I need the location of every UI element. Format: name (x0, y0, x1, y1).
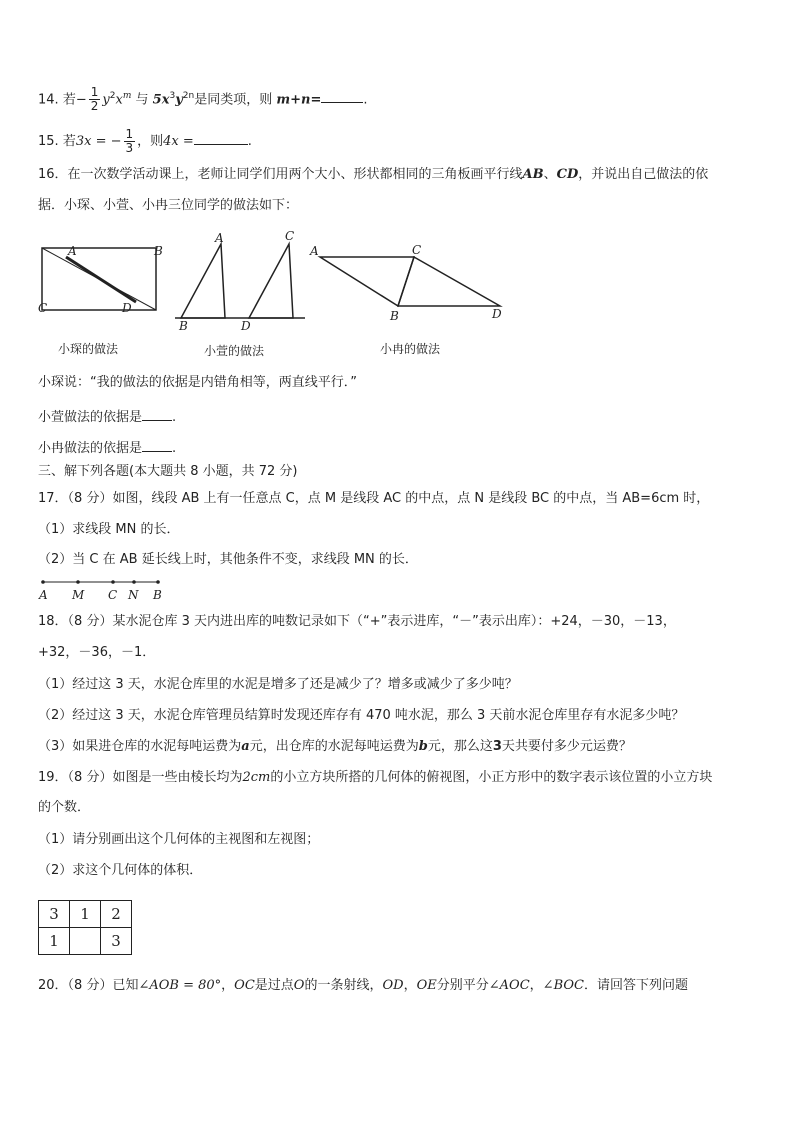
triangle-2 (249, 244, 293, 318)
caption-xuan: 小萱的做法 (204, 344, 265, 358)
segment-figure (38, 576, 168, 606)
label-c: C (285, 229, 295, 243)
grid-cell: 1 (70, 901, 101, 928)
answer-blank[interactable] (142, 406, 172, 421)
question-17-part2: （2）当 C 在 AB 延长线上时，其他条件不变，求线段 MN 的长． (38, 552, 418, 567)
question-16-ran: 小冉做法的依据是 . (38, 437, 176, 459)
grid-cell: 2 (101, 901, 132, 928)
top-view-grid (38, 900, 132, 955)
label-d: D (122, 301, 132, 315)
grid-cell-empty (70, 928, 101, 955)
point-n: N (128, 588, 139, 602)
question-number: 14. (38, 92, 59, 108)
answer-blank[interactable] (142, 437, 172, 452)
question-19-part1: （1）请分别画出这个几何体的主视图和左视图； (38, 832, 320, 847)
label-c: C (412, 243, 422, 257)
grid-cell: 1 (39, 928, 70, 955)
question-16-xuan: 小萱做法的依据是 . (38, 406, 176, 428)
point-a: A (39, 588, 48, 602)
point-c: C (108, 588, 118, 602)
question-18-part2: （2）经过这 3 天，水泥仓库管理员结算时发现还库存有 470 吨水泥，那么 3 天前水泥仓库里存有水泥多少吨？ (38, 708, 685, 723)
question-17-part1: （1）求线段 MN 的长． (38, 522, 180, 537)
point-m: M (72, 588, 85, 602)
question-16-line2: 据．小琛、小萱、小冉三位同学的做法如下： (38, 198, 299, 213)
question-17: 17．（8 分）如图，线段 AB 上有一任意点 C，点 M 是线段 AC 的中点，点 N 是线段 BC 的中点，当 AB=6cm 时， (38, 491, 710, 506)
question-16-line1: 16．在一次数学活动课上，老师让同学们用两个大小、形状都相同的三角板画平行线AB、CD，并说出自己做法的依 (38, 167, 709, 182)
drawn-line (66, 257, 136, 302)
grid-cell: 3 (39, 901, 70, 928)
question-18-part1: （1）经过这 3 天，水泥仓库里的水泥是增多了还是减少了？增多或减少了多少吨？ (38, 677, 518, 692)
question-20: 20．（8 分）已知∠AOB = 80°，OC是过点O的一条射线，OD，OE分别平分∠AOC，∠BOC．请回答下列问题 (38, 978, 688, 993)
question-19-part2: （2）求这个几何体的体积． (38, 863, 203, 878)
label-a: A (310, 244, 319, 258)
question-number: 15. (38, 134, 59, 149)
label-b: B (154, 244, 163, 258)
question-18-part3: （3）如果进仓库的水泥每吨运费为a元，出仓库的水泥每吨运费为b元，那么这3天共要付多少元运费？ (38, 739, 632, 754)
caption-chen: 小琛的做法 (58, 342, 119, 356)
label-d: D (492, 307, 502, 321)
question-18: 18．（8 分）某水泥仓库 3 天内进出库的吨数记录如下（“+”表示进库，“－”表示出库）：+24，－30，－13， (38, 614, 676, 629)
question-18-data: +32，－36，－1． (38, 645, 156, 660)
label-a: A (68, 244, 77, 258)
triangle-2 (398, 257, 500, 306)
label-d: D (241, 319, 251, 333)
statement-chen: 小琛说：“我的做法的依据是内错角相等，两直线平行．” (38, 375, 357, 390)
fraction: $\frac{1}{2}$ (90, 85, 99, 114)
label-b: B (390, 309, 399, 323)
question-14: 14. 若− $\frac{1}{2}$ $y^2x^m$ 与 $5x^3y^{2n}$是同类项，则 m+n= . (38, 85, 368, 114)
triangle-1 (181, 244, 225, 318)
label-a: A (215, 231, 224, 245)
figure-ran (310, 240, 510, 330)
figure-chen (38, 240, 168, 320)
label-b: B (179, 319, 188, 333)
question-19-line2: 的个数． (38, 800, 91, 815)
grid-cell: 3 (101, 928, 132, 955)
caption-ran: 小冉的做法 (380, 342, 441, 356)
question-15: 15. 若3x = − $\frac{1}{3}$ ，则4x = . (38, 127, 252, 155)
fraction: $\frac{1}{3}$ (125, 127, 134, 155)
label-c: C (38, 301, 48, 315)
answer-blank[interactable] (194, 130, 248, 145)
point-b: B (153, 588, 162, 602)
figure-xuan (175, 229, 310, 333)
question-19: 19．（8 分）如图是一些由棱长均为2cm的小立方块所搭的几何体的俯视图，小正方形中的数字表示该位置的小立方块 (38, 770, 713, 785)
answer-blank[interactable] (321, 88, 363, 103)
section-3-heading: 三、解下列各题(本大题共 8 小题，共 72 分) (38, 464, 298, 479)
